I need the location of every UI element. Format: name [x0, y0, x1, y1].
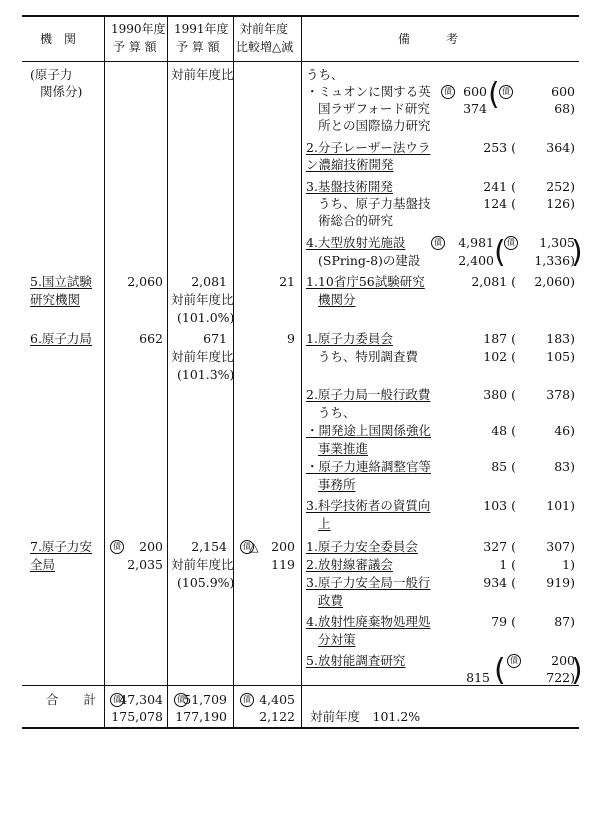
note-text: 1.原子力委員会: [306, 331, 393, 346]
note-text: うち、特別調査費: [318, 349, 419, 364]
note-text: ン濃縮技術開発: [306, 157, 394, 172]
note-text: 事務所: [318, 477, 356, 492]
note-text: ・開発途上国関係強化: [306, 423, 432, 438]
total-diff-bond: 4,405: [259, 692, 295, 707]
header-remarks: 備 考: [398, 32, 459, 46]
note-amount-1990: 101): [546, 498, 575, 513]
note-amount-1991: 934 (: [483, 575, 516, 590]
header-agency: 機 関: [40, 32, 77, 46]
note-text: うち、: [318, 405, 356, 420]
note-amount-1990: 200: [551, 653, 575, 668]
note-amount-1991: 241 (: [483, 179, 516, 194]
amount-1991-bureau: 671: [203, 331, 227, 346]
total-1991-bond: 51,709: [183, 692, 227, 707]
header-1990-line1: 1990年度: [111, 22, 166, 36]
header-1990-line2: 予 算 額: [113, 40, 157, 54]
note-text: ・原子力連絡調整官等: [306, 459, 432, 474]
note-amount-1990: 1): [562, 557, 575, 572]
agency-safety-line1: 7.原子力安: [30, 539, 92, 554]
ratio-label-research: 対前年度比: [171, 292, 234, 307]
bond-seal-icon: 債: [504, 236, 518, 250]
note-text: 術総合的研究: [318, 213, 394, 228]
note-amount-1991: 253 (: [483, 140, 516, 155]
note-text: うち、: [306, 67, 344, 82]
note-amount-1991: 85 (: [491, 459, 516, 474]
note-amount-1991: 380 (: [483, 387, 516, 402]
note-text: 所との国際協力研究: [318, 118, 431, 133]
note-text: 4.放射性廃棄物処理処: [306, 614, 431, 629]
note-text: 2.分子レーザー法ウラ: [306, 140, 431, 155]
agency-research-line1: 5.国立試験: [30, 274, 92, 289]
note-amount-1990: 252): [546, 179, 575, 194]
amount-1991-safety: 2,154: [191, 539, 227, 554]
note-amount-1991: 815: [466, 670, 490, 685]
ratio-label-nuclear: 対前年度比: [171, 67, 234, 82]
note-amount-1990: 378): [546, 387, 575, 402]
note-amount-1991: 79 (: [491, 614, 516, 629]
amount-1990-bureau: 662: [139, 331, 163, 346]
note-amount-1990: 1,305: [539, 235, 575, 250]
diff-safety: 119: [271, 557, 295, 572]
note-amount-1991: 103 (: [483, 498, 516, 513]
agency-safety-line2: 全局: [30, 557, 56, 572]
diff-research: 21: [279, 274, 295, 289]
note-text: 機関分: [318, 292, 356, 307]
note-amount-1991: 102 (: [483, 349, 516, 364]
note-amount-1990: 2,060): [534, 274, 575, 289]
note-text: うち、原子力基盤技: [318, 196, 431, 211]
header-1991-line1: 1991年度: [174, 22, 229, 36]
note-amount-1990: 600: [551, 84, 575, 99]
amount-1990-safety-bond: 200: [139, 539, 163, 554]
note-text: 2.放射線審議会: [306, 557, 393, 572]
column-divider-4: [301, 15, 302, 729]
right-brace: ): [571, 653, 583, 688]
note-amount-1991: 600: [463, 84, 487, 99]
note-amount-1991: 2,081 (: [471, 274, 516, 289]
header-diff-line1: 対前年度: [240, 22, 289, 36]
note-amount-1990: 919): [546, 575, 575, 590]
note-text: 5.放射能調査研究: [306, 653, 406, 668]
note-amount-1990: 126): [546, 196, 575, 211]
amount-1990-research: 2,060: [127, 274, 163, 289]
agency-bureau: 6.原子力局: [30, 331, 92, 346]
ratio-value-research: (101.0%): [177, 310, 235, 325]
note-amount-1991: 2,400: [458, 253, 494, 268]
note-amount-1991: 327 (: [483, 539, 516, 554]
note-amount-1990: 307): [546, 539, 575, 554]
bond-seal-icon: 債: [110, 540, 124, 554]
right-brace: ): [571, 235, 583, 270]
bond-seal-icon: 債: [499, 85, 513, 99]
left-brace: (: [494, 653, 506, 688]
note-amount-1991: 124 (: [483, 196, 516, 211]
note-amount-1990: 83): [554, 459, 575, 474]
note-amount-1991: 1 (: [499, 557, 516, 572]
note-amount-1990: 68): [554, 101, 575, 116]
note-text: 3.原子力安全局一般行: [306, 575, 431, 590]
bond-seal-icon: 債: [441, 85, 455, 99]
header-1991-line2: 予 算 額: [176, 40, 220, 54]
agency-nuclear-line1: (原子力: [30, 67, 73, 82]
note-amount-1991: 187 (: [483, 331, 516, 346]
bond-seal-icon: 債: [507, 654, 521, 668]
total-diff: 2,122: [259, 709, 295, 724]
bond-seal-icon: 債: [174, 693, 188, 707]
note-text: 1.原子力安全委員会: [306, 539, 418, 554]
note-amount-1990: 364): [546, 140, 575, 155]
note-text: ・ミュオンに関する英: [306, 84, 431, 99]
total-1991: 177,190: [175, 709, 227, 724]
bond-seal-icon: 債: [431, 236, 445, 250]
left-brace: (: [494, 235, 506, 270]
note-amount-1990: 87): [554, 614, 575, 629]
bond-seal-icon: 債: [110, 693, 124, 707]
note-amount-1991: 4,981: [458, 235, 494, 250]
note-amount-1990: 1,336): [534, 253, 575, 268]
note-text: (SPring-8)の建設: [318, 253, 421, 268]
header-diff-line2: 比較増△減: [236, 40, 294, 54]
ratio-value-safety: (105.9%): [177, 575, 235, 590]
note-text: 事業推進: [318, 441, 369, 456]
column-divider-1: [104, 15, 105, 729]
note-text: 国ラザフォード研究: [318, 101, 430, 116]
note-amount-1991: 374: [463, 101, 487, 116]
note-amount-1990: 183): [546, 331, 575, 346]
ratio-label-bureau: 対前年度比: [171, 349, 234, 364]
note-text: 上: [318, 516, 331, 531]
total-label: 合 計: [46, 692, 97, 707]
ratio-label-safety: 対前年度比: [171, 557, 234, 572]
note-amount-1990: 46): [554, 423, 575, 438]
ratio-value-bureau: (101.3%): [177, 367, 235, 382]
note-text: 分対策: [318, 632, 356, 647]
left-brace: (: [488, 77, 500, 112]
note-text: 3.基盤技術開発: [306, 179, 393, 194]
bond-seal-icon: 債: [240, 540, 254, 554]
column-divider-2: [167, 15, 168, 729]
diff-safety-bond: △ 200: [249, 539, 295, 554]
note-text: 政費: [318, 593, 344, 608]
bond-seal-icon: 債: [240, 693, 254, 707]
amount-1990-safety: 2,035: [127, 557, 163, 572]
note-text: 3.科学技術者の資質向: [306, 498, 431, 513]
note-amount-1990: 722): [546, 670, 575, 685]
note-amount-1991: 48 (: [491, 423, 516, 438]
note-text: 4.大型放射光施設: [306, 235, 406, 250]
amount-1991-research: 2,081: [191, 274, 227, 289]
diff-bureau: 9: [287, 331, 295, 346]
agency-research-line2: 研究機関: [30, 292, 81, 307]
note-amount-1990: 105): [546, 349, 575, 364]
note-text: 1.10省庁56試験研究: [306, 274, 425, 289]
agency-nuclear-line2: 関係分): [40, 84, 83, 99]
total-ratio-note: 対前年度 101.2%: [310, 709, 421, 724]
note-text: 2.原子力局一般行政費: [306, 387, 431, 402]
total-1990: 175,078: [111, 709, 163, 724]
total-1990-bond: 47,304: [119, 692, 163, 707]
